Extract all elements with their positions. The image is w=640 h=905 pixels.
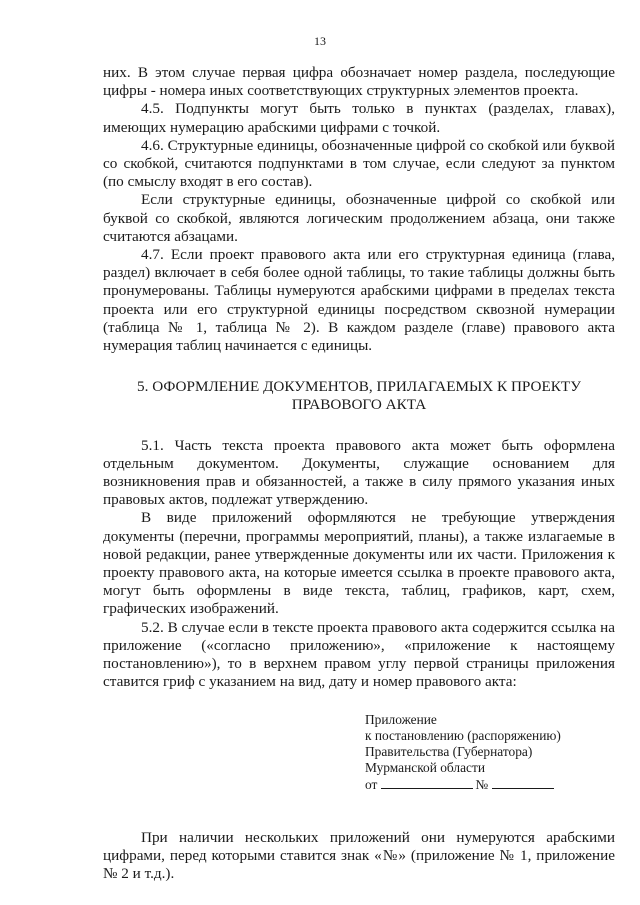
paragraph: 5.1. Часть текста проекта правового акта может быть оформлена отдельным документом. Документы, служащие основанием для возникновения прав и обязанностей, а также в силу прямого указания иных правовых актов, подлежат утверждению. — [103, 436, 615, 509]
stamp-line: Приложение — [365, 711, 437, 727]
document-body — [103, 64, 615, 883]
stamp-date-label: от — [365, 776, 378, 792]
stamp-line: Мурманской области — [365, 759, 485, 775]
stamp-line: Правительства (Губернатора) — [365, 743, 533, 759]
appendix-stamp — [365, 712, 615, 793]
paragraph: 4.6. Структурные единицы, обозначенные цифрой со скобкой или буквой со скобкой, считаются подпунктами в том случае, если следуют за пунктом (по смыслу входят в его состав). — [103, 136, 615, 191]
stamp-number-label: № — [475, 776, 489, 792]
section-heading-line: 5. ОФОРМЛЕНИЕ ДОКУМЕНТОВ, ПРИЛАГАЕМЫХ К ПРОЕКТУ — [137, 378, 581, 396]
paragraph: 5.2. В случае если в тексте проекта правового акта содержится ссылка на приложение («согласно приложению», «приложение к настоящему постановлению»), то в верхнем правом углу первой страницы приложения ставится гриф с указанием на вид, дату и номер правового акта: — [103, 618, 615, 691]
stamp-date-number-line — [365, 776, 615, 793]
paragraph: 4.7. Если проект правового акта или его структурная единица (глава, раздел) включает в себя более одной таблицы, то такие таблицы должны быть пронумерованы. Таблицы нумеруются арабскими цифрами в пределах текста проекта или его структурной единицы посредством сквозной нумерации (таблица № 1, таблица № 2). В каждом разделе (главе) правового акта нумерация таблиц начинается с единицы. — [103, 246, 615, 355]
date-blank — [381, 776, 473, 789]
paragraph: них. В этом случае первая цифра обозначает номер раздела, последующие цифры - номера иных соответствующих структурных элементов проекта. — [103, 64, 615, 100]
paragraph: Если структурные единицы, обозначенные цифрой со скобкой или буквой со скобкой, являются логическим продолжением абзаца, они также считаются абзацами. — [103, 191, 615, 245]
paragraph: 4.5. Подпункты могут быть только в пунктах (разделах, главах), имеющих нумерацию арабскими цифрами с точкой. — [103, 100, 615, 136]
page-number: 13 — [314, 34, 326, 48]
number-blank — [492, 776, 554, 789]
section-heading — [103, 378, 615, 414]
section-heading-line: ПРАВОВОГО АКТА — [291, 396, 427, 414]
paragraph: При наличии нескольких приложений они нумеруются арабскими цифрами, перед которыми ставится знак «№» (приложение № 1, приложение № 2 и т.д.). — [103, 828, 615, 882]
stamp-line: к постановлению (распоряжению) — [365, 727, 561, 743]
paragraph: В виде приложений оформляются не требующие утверждения документы (перечни, программы мероприятий, планы), а также излагаемые в новой редакции, ранее утвержденные документы или их части. Приложения к проекту правового акта, на которые имеется ссылка в проекте правового акта, могут быть оформлены в виде текста, таблиц, графиков, карт, схем, графических изображений. — [103, 509, 615, 618]
